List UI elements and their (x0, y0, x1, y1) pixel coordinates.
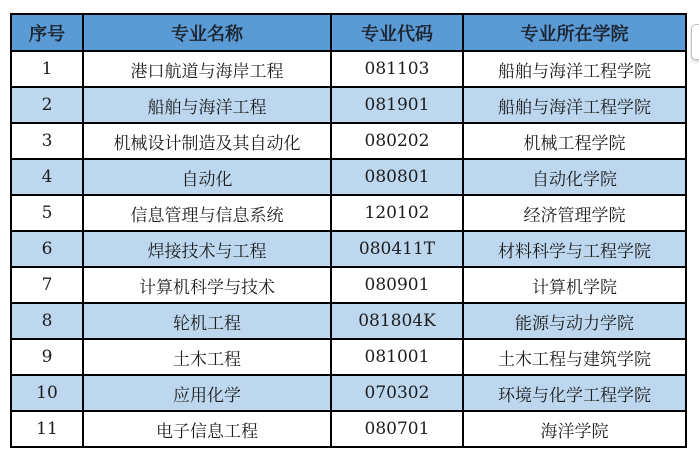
cell-college: 能源与动力学院 (463, 303, 686, 339)
cell-college: 材料科学与工程学院 (463, 231, 686, 267)
column-header-index: 序号 (11, 14, 83, 51)
majors-table-container (10, 13, 687, 448)
cell-index: 10 (11, 375, 83, 411)
cell-major: 机械设计制造及其自动化 (83, 123, 331, 159)
cell-major: 信息管理与信息系统 (83, 195, 331, 231)
cell-college: 土木工程与建筑学院 (463, 339, 686, 375)
cell-code: 080202 (331, 123, 463, 159)
cell-index: 4 (11, 159, 83, 195)
cell-index: 1 (11, 51, 83, 87)
cell-index: 6 (11, 231, 83, 267)
cell-code: 070302 (331, 375, 463, 411)
table-row (11, 411, 686, 447)
column-header-college: 专业所在学院 (463, 14, 686, 51)
cell-college: 船舶与海洋工程学院 (463, 51, 686, 87)
table-row (11, 375, 686, 411)
majors-table (10, 13, 687, 448)
edge-cropped-card (691, 24, 699, 60)
cell-index: 5 (11, 195, 83, 231)
cell-major: 计算机科学与技术 (83, 267, 331, 303)
cell-major: 土木工程 (83, 339, 331, 375)
table-row (11, 303, 686, 339)
cell-code: 081001 (331, 339, 463, 375)
table-row (11, 231, 686, 267)
cell-major: 港口航道与海岸工程 (83, 51, 331, 87)
cell-code: 081804K (331, 303, 463, 339)
cell-code: 120102 (331, 195, 463, 231)
cell-code: 081901 (331, 87, 463, 123)
cell-index: 8 (11, 303, 83, 339)
cell-index: 9 (11, 339, 83, 375)
cell-code: 080901 (331, 267, 463, 303)
table-row (11, 123, 686, 159)
cell-index: 2 (11, 87, 83, 123)
table-body (11, 51, 686, 447)
cell-major: 应用化学 (83, 375, 331, 411)
cell-code: 080411T (331, 231, 463, 267)
cell-college: 自动化学院 (463, 159, 686, 195)
table-row (11, 267, 686, 303)
table-row (11, 87, 686, 123)
cell-index: 7 (11, 267, 83, 303)
cell-college: 海洋学院 (463, 411, 686, 447)
table-row (11, 159, 686, 195)
table-row (11, 51, 686, 87)
cell-code: 081103 (331, 51, 463, 87)
cell-major: 轮机工程 (83, 303, 331, 339)
cell-college: 计算机学院 (463, 267, 686, 303)
cell-major: 焊接技术与工程 (83, 231, 331, 267)
cell-college: 船舶与海洋工程学院 (463, 87, 686, 123)
column-header-code: 专业代码 (331, 14, 463, 51)
cell-code: 080701 (331, 411, 463, 447)
cell-college: 机械工程学院 (463, 123, 686, 159)
cell-major: 船舶与海洋工程 (83, 87, 331, 123)
header-row (11, 14, 686, 51)
cell-code: 080801 (331, 159, 463, 195)
cell-index: 11 (11, 411, 83, 447)
table-header (11, 14, 686, 51)
cell-index: 3 (11, 123, 83, 159)
cell-college: 环境与化学工程学院 (463, 375, 686, 411)
table-row (11, 195, 686, 231)
cell-major: 自动化 (83, 159, 331, 195)
cell-college: 经济管理学院 (463, 195, 686, 231)
column-header-major: 专业名称 (83, 14, 331, 51)
cell-major: 电子信息工程 (83, 411, 331, 447)
table-row (11, 339, 686, 375)
